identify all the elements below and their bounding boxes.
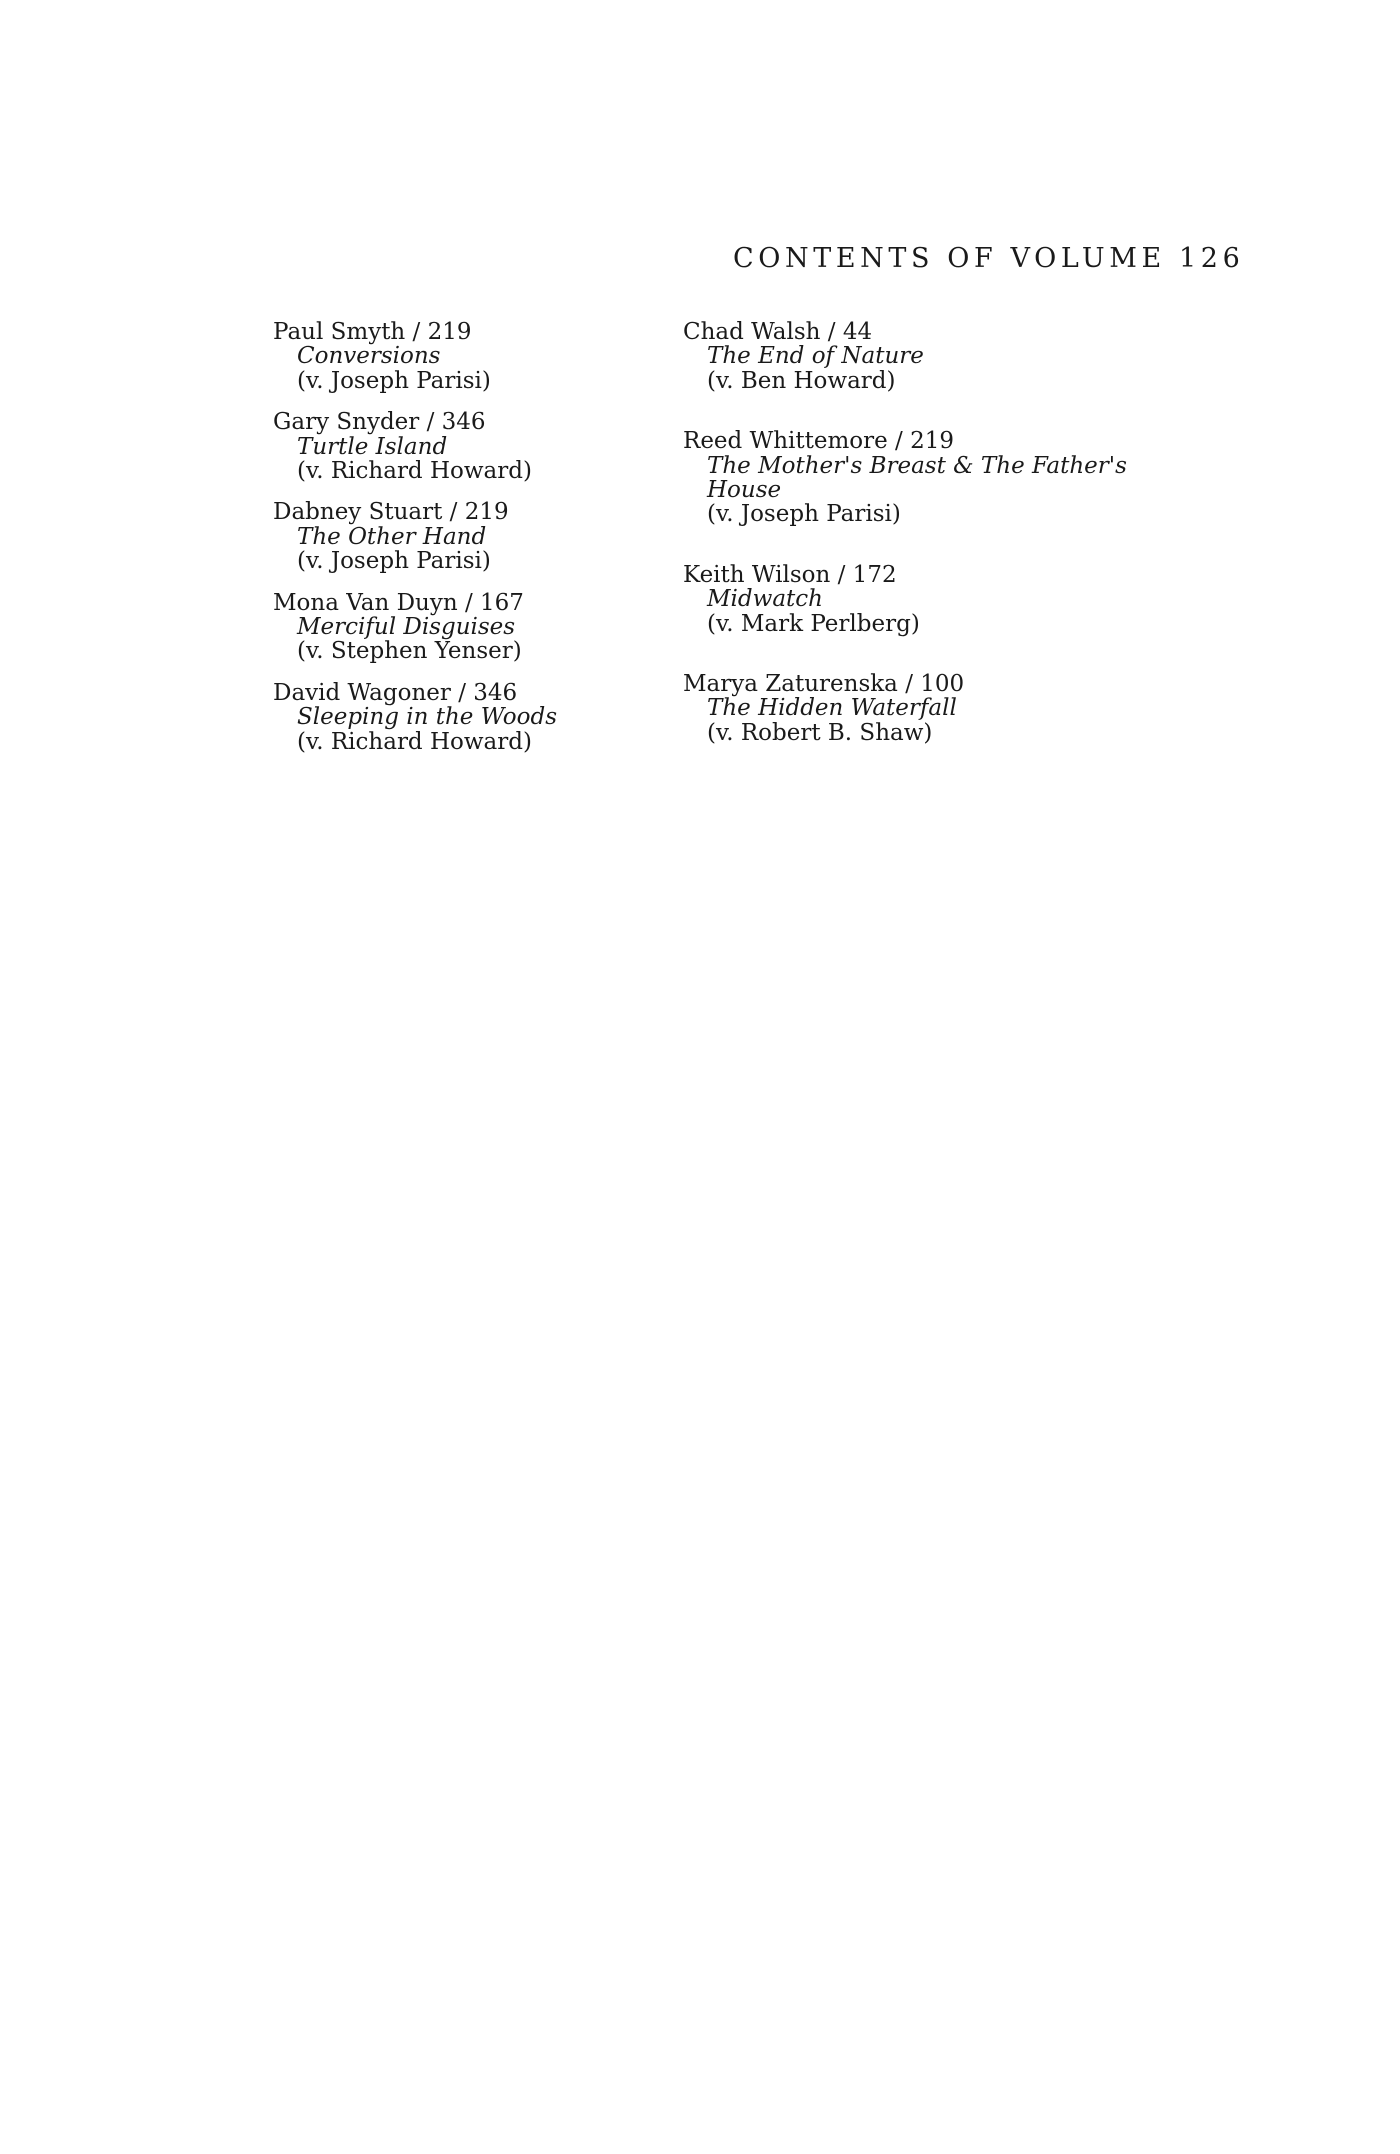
entry-reviewer: (v. Robert B. Shaw) — [707, 719, 933, 746]
entry-title: Sleeping in the Woods — [297, 704, 558, 731]
entry-author-page: Keith Wilson / 172 — [683, 561, 897, 588]
entry-title: The Other Hand — [297, 523, 487, 550]
entry-reviewer: (v. Richard Howard) — [297, 728, 532, 755]
entry-title: Midwatch — [707, 586, 823, 613]
entry-author-page: Mona Van Duyn / 167 — [273, 589, 524, 616]
running-head: CONTENTS OF VOLUME 126 — [733, 243, 1245, 274]
entry-author-page: Gary Snyder / 346 — [273, 409, 486, 436]
contents-entry — [683, 429, 1243, 527]
entry-author-page: David Wagoner / 346 — [273, 679, 518, 706]
entry-reviewer: (v. Stephen Yenser) — [297, 638, 522, 665]
contents-column-right — [683, 320, 1243, 745]
entry-author-page: Paul Smyth / 219 — [273, 319, 472, 345]
entry-author-page: Dabney Stuart / 219 — [273, 499, 509, 526]
contents-entry — [273, 681, 673, 754]
entry-reviewer: (v. Joseph Parisi) — [707, 501, 901, 528]
entry-reviewer: (v. Ben Howard) — [707, 367, 896, 394]
contents-entry — [273, 500, 673, 573]
entry-reviewer: (v. Joseph Parisi) — [297, 367, 491, 394]
contents-entry — [273, 410, 673, 483]
entry-reviewer: (v. Mark Perlberg) — [707, 610, 920, 637]
entry-reviewer: (v. Richard Howard) — [297, 458, 532, 485]
entry-title: The Hidden Waterfall — [707, 695, 957, 722]
entry-title: The Mother's Breast & The Father's House — [707, 452, 1127, 504]
entry-title: Merciful Disguises — [297, 614, 516, 641]
contents-entry — [273, 320, 673, 393]
contents-entry — [683, 320, 1243, 393]
entry-author-page: Marya Zaturenska / 100 — [683, 671, 965, 698]
entry-author-page: Chad Walsh / 44 — [683, 319, 873, 345]
contents-entry — [683, 672, 1243, 745]
contents-entry — [273, 591, 673, 664]
entry-reviewer: (v. Joseph Parisi) — [297, 548, 491, 575]
entry-title: Turtle Island — [297, 433, 448, 460]
contents-column-left — [273, 320, 673, 754]
entry-title: Conversions — [297, 343, 441, 370]
entry-author-page: Reed Whittemore / 219 — [683, 428, 955, 455]
contents-entry — [683, 563, 1243, 636]
entry-title: The End of Nature — [707, 343, 924, 370]
